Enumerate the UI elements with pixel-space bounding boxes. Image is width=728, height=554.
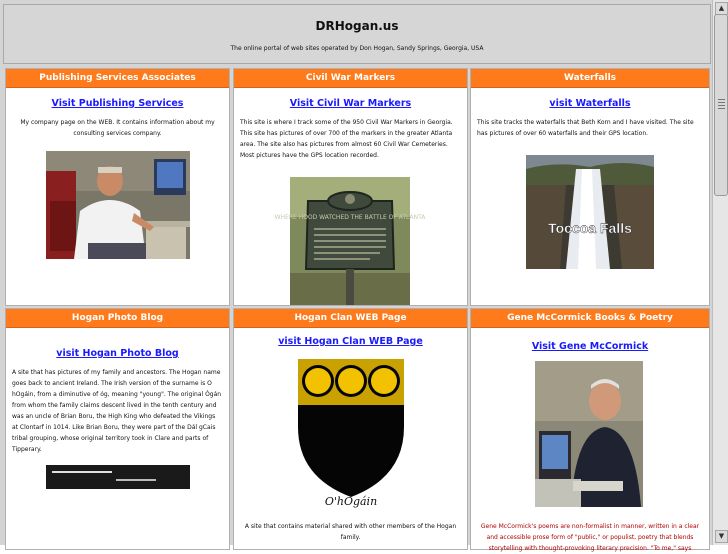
- card-waterfalls: [470, 68, 710, 306]
- card-heading: Hogan Photo Blog: [6, 309, 229, 328]
- card-description: This site tracks the waterfalls that Beth Korn and I have visited. The site has pictures of over 60 waterfalls and their GPS location.: [477, 119, 694, 137]
- card-description: This site is where I track some of the 950 Civil War Markers in Georgia. This site has pictures of over 700 of the markers in the greater Atlanta area. The site also has pictures from almost 60 Civil War Cemeteries. Most pictures have the GPS location recorded.: [240, 119, 453, 159]
- marker-inscription: WHERE HOOD WATCHED THE BATTLE OF ATLANTA: [274, 214, 426, 221]
- card-publishing-services: [5, 68, 230, 306]
- card-hogan-clan: [233, 308, 468, 550]
- scroll-down-icon[interactable]: ▼: [715, 530, 728, 543]
- card-hogan-photo-blog: [5, 308, 230, 550]
- card-description: A site that contains material shared with other members of the Hogan family.: [244, 523, 457, 541]
- card-heading: Hogan Clan WEB Page: [234, 309, 467, 328]
- photo-blog-banner: [46, 465, 190, 489]
- visit-civil-war-link[interactable]: Visit Civil War Markers: [289, 98, 412, 109]
- waterfall-photo: [526, 155, 654, 269]
- site-subtitle: The online portal of web sites operated by Don Hogan, Sandy Springs, Georgia, USA: [230, 45, 484, 52]
- card-civil-war-markers: [233, 68, 468, 306]
- publishing-photo: [46, 151, 190, 259]
- card-heading: Gene McCormick Books & Poetry: [471, 309, 709, 328]
- visit-waterfalls-link[interactable]: visit Waterfalls: [549, 98, 631, 109]
- toccoa-falls-caption: Toccoa Falls: [548, 220, 632, 236]
- card-description: A site that has pictures of my family and ancestors. The Hogan name goes back to ancient Ireland. The Irish version of the surname is O hOgáin, from a diminutive of óg, meaning "young". The original Ógán from whom the family claims descent lived in the tenth century and was an uncle of Brian Boru, the High King who defeated the Vikings at Clontarf in 1014. Like Brian Boru, they were part of the Dál gCais tribal grouping, whose original territory took in Clare and parts of Tipperary.: [12, 369, 222, 453]
- vertical-scrollbar[interactable]: [712, 0, 728, 545]
- site-header: [3, 4, 711, 64]
- card-heading: Waterfalls: [471, 69, 709, 88]
- card-description: My company page on the WEB. It contains information about my consulting services company.: [20, 119, 215, 137]
- scroll-up-icon[interactable]: ▲: [715, 2, 728, 15]
- visit-photo-blog-link[interactable]: visit Hogan Photo Blog: [56, 348, 179, 359]
- scrollbar-thumb[interactable]: [714, 14, 728, 196]
- crest-name: O'hÓgáin: [324, 495, 378, 508]
- visit-gene-mccormick-link[interactable]: Visit Gene McCormick: [531, 341, 649, 352]
- civil-war-marker-photo: [274, 177, 426, 305]
- card-description: Gene McCormick's poems are non-formalist in manner, written in a clear and accessible prose form of "public," or populist, poetry that blends storytelling with thought-provoking literary precision. "To me," says: [480, 523, 700, 552]
- visit-hogan-clan-link[interactable]: visit Hogan Clan WEB Page: [278, 336, 423, 347]
- card-heading: Publishing Services Associates: [6, 69, 229, 88]
- card-gene-mccormick: [470, 308, 710, 550]
- site-title: DRHogan.us: [315, 19, 399, 33]
- gene-mccormick-photo: [535, 361, 643, 507]
- card-heading: Civil War Markers: [234, 69, 467, 88]
- visit-publishing-link[interactable]: Visit Publishing Services: [51, 98, 184, 109]
- hogan-crest: [296, 357, 406, 507]
